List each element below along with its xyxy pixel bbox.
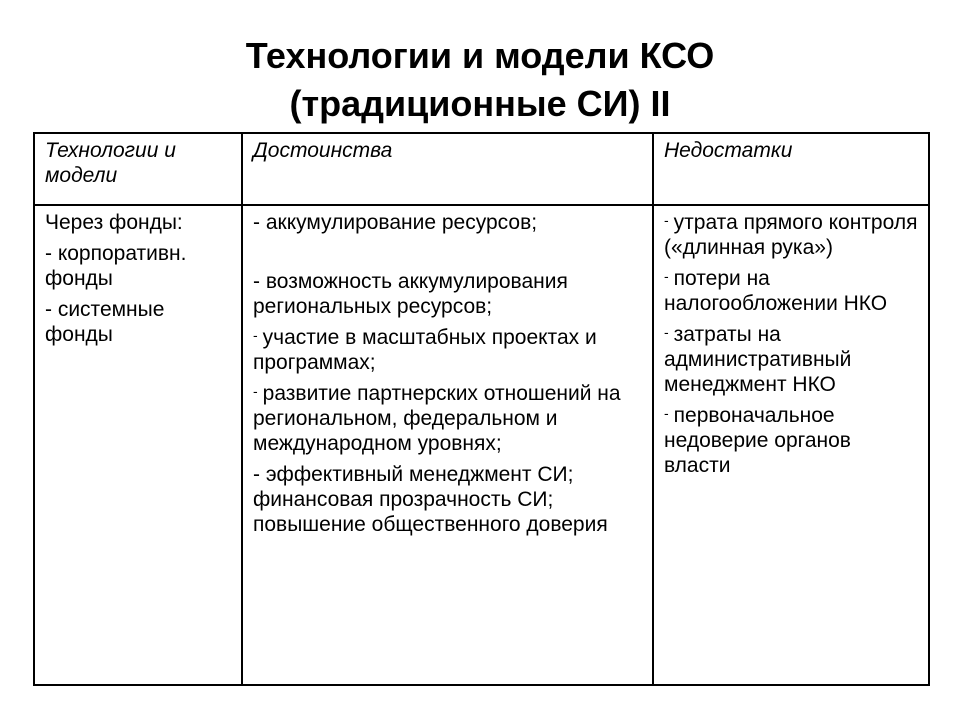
advantage-item: - аккумулирование ресурсов; xyxy=(253,211,538,234)
comparison-table xyxy=(33,132,930,686)
disadvantage-item-text: утрата прямого контроля («длинная рука») xyxy=(664,211,918,259)
disadvantage-item-text: затраты на административный менеджмент НКО xyxy=(664,323,852,396)
header-technologies: Технологии и модели xyxy=(34,133,242,205)
advantage-item: - эффективный менеджмент СИ; финансовая прозрачность СИ; повышение общественного доверия xyxy=(253,463,608,536)
title-line-1: Технологии и модели КСО xyxy=(245,35,715,76)
table-header-row xyxy=(34,133,929,205)
advantages-cell xyxy=(242,205,653,685)
advantage-item-text: развитие партнерских отношений на региональном, федеральном и международном уровнях; xyxy=(253,382,621,455)
advantage-item xyxy=(253,325,644,375)
technologies-cell xyxy=(34,205,242,685)
disadvantage-item-text: первоначальное недоверие органов власти xyxy=(664,404,851,477)
disadvantage-item xyxy=(664,403,920,478)
technologies-item-corporate: - корпоративн. фонды xyxy=(45,242,187,290)
advantage-item-text: участие в масштабных проектах и программах; xyxy=(253,326,597,374)
advantage-item: - возможность аккумулирования региональных ресурсов; xyxy=(253,270,568,318)
disadvantage-item-text: потери на налогообложении НКО xyxy=(664,267,888,315)
disadvantages-cell xyxy=(653,205,929,685)
header-advantages: Достоинства xyxy=(242,133,653,205)
dash-marker: - xyxy=(664,268,669,284)
technologies-item-system: - системные фонды xyxy=(45,298,165,346)
slide-title xyxy=(0,32,960,128)
dash-marker: - xyxy=(253,383,258,399)
dash-marker: - xyxy=(664,212,669,228)
disadvantage-item xyxy=(664,210,920,260)
disadvantage-item xyxy=(664,266,920,316)
advantage-item xyxy=(253,381,644,456)
dash-marker: - xyxy=(664,324,669,340)
dash-marker: - xyxy=(664,405,669,421)
header-disadvantages: Недостатки xyxy=(653,133,929,205)
table-row xyxy=(34,205,929,685)
technologies-lead: Через фонды: xyxy=(45,211,183,234)
title-line-2: (традиционные СИ) II xyxy=(289,83,671,124)
disadvantage-item xyxy=(664,322,920,397)
dash-marker: - xyxy=(253,327,258,343)
